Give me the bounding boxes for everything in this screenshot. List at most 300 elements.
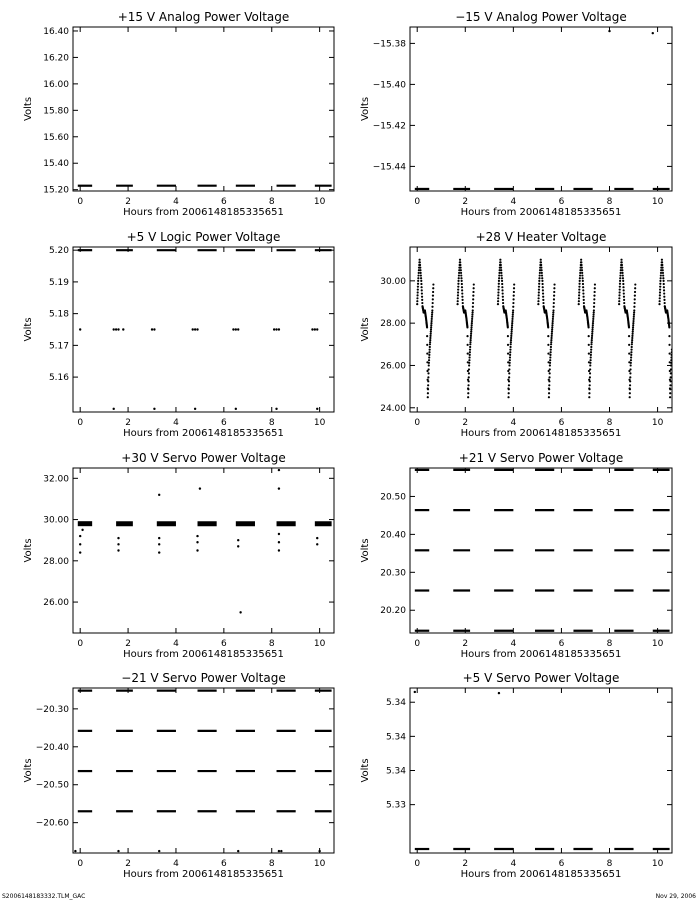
chart-panel-7 <box>23 671 334 880</box>
y-tick-label: 30.00 <box>380 276 406 287</box>
data-point <box>623 292 625 294</box>
chart-panel-6 <box>360 451 672 660</box>
data-point <box>622 283 624 285</box>
x-tick-label: 6 <box>220 418 227 428</box>
data-point <box>659 294 661 296</box>
data-point <box>469 346 471 348</box>
data-point <box>629 376 631 378</box>
data-point <box>633 311 635 313</box>
data-point <box>507 326 509 328</box>
data-point <box>668 344 670 346</box>
data-point <box>278 469 280 471</box>
data-point <box>669 392 671 394</box>
data-point <box>426 326 428 328</box>
data-point <box>663 283 665 285</box>
data-point <box>416 297 418 299</box>
x-tick-label: 4 <box>173 639 179 649</box>
y-tick-label: 5.16 <box>48 373 69 384</box>
data-point <box>589 384 591 386</box>
data-point <box>629 368 631 370</box>
data-point <box>507 352 509 354</box>
x-tick-label: 4 <box>173 418 179 428</box>
data-point <box>416 294 418 296</box>
data-point <box>579 277 581 279</box>
data-point <box>467 384 469 386</box>
chart-title: +15 V Analog Power Voltage <box>117 10 290 24</box>
data-point <box>79 328 81 330</box>
y-axis-label: Volts <box>360 96 371 122</box>
plot-area <box>415 470 670 631</box>
data-point <box>512 316 514 318</box>
data-point <box>578 297 580 299</box>
data-point <box>634 295 636 297</box>
data-point <box>548 376 550 378</box>
data-point <box>591 337 593 339</box>
data-point <box>618 300 620 302</box>
data-point <box>578 283 580 285</box>
data-point <box>432 283 434 285</box>
data-point <box>427 380 429 382</box>
data-point <box>457 283 459 285</box>
data-point <box>632 320 634 322</box>
data-point <box>79 551 81 553</box>
chart-title: +5 V Servo Power Voltage <box>462 671 620 685</box>
data-point <box>634 283 636 285</box>
data-point <box>538 280 540 282</box>
x-tick-label: 8 <box>268 418 275 428</box>
data-point <box>471 314 473 316</box>
data-point <box>662 272 664 274</box>
y-tick-label: −20.40 <box>35 742 69 753</box>
plot-frame <box>410 688 672 853</box>
data-point <box>498 277 500 279</box>
data-point <box>459 261 461 263</box>
x-tick-label: 2 <box>125 859 131 869</box>
y-tick-label: 20.40 <box>380 530 406 541</box>
data-point <box>582 277 584 279</box>
data-point <box>79 543 81 545</box>
data-point <box>593 306 595 308</box>
data-point <box>579 274 581 276</box>
data-point <box>552 314 554 316</box>
data-point <box>578 300 580 302</box>
data-point <box>592 326 594 328</box>
data-point <box>578 291 580 293</box>
y-tick-label: 16.20 <box>43 53 69 64</box>
data-point <box>619 288 621 290</box>
data-point <box>552 318 554 320</box>
data-point <box>583 302 585 304</box>
x-axis-label: Hours from 2006148185335651 <box>123 428 284 439</box>
data-point <box>590 351 592 353</box>
data-point <box>549 364 551 366</box>
data-point <box>428 354 430 356</box>
data-point <box>628 335 630 337</box>
data-point <box>417 291 419 293</box>
y-tick-label: 5.19 <box>48 277 69 288</box>
data-point <box>662 274 664 276</box>
x-axis-label: Hours from 2006148185335651 <box>460 649 622 660</box>
data-point <box>631 343 633 345</box>
data-point <box>511 324 513 326</box>
data-point <box>510 335 512 337</box>
data-point <box>499 261 501 263</box>
data-point <box>590 346 592 348</box>
data-point <box>594 283 596 285</box>
data-point <box>158 494 160 496</box>
data-point <box>470 328 472 330</box>
data-point <box>669 384 671 386</box>
data-point <box>470 331 472 333</box>
y-axis-label: Volts <box>23 96 34 122</box>
data-point <box>632 324 634 326</box>
data-point <box>427 396 429 398</box>
data-point <box>468 372 470 374</box>
data-point <box>498 286 500 288</box>
data-point <box>671 348 673 350</box>
data-point <box>589 368 591 370</box>
data-point <box>553 302 555 304</box>
y-tick-label: 26.00 <box>43 598 69 609</box>
y-axis-label: Volts <box>23 317 34 342</box>
data-point <box>428 351 430 353</box>
data-point <box>421 299 423 301</box>
data-point <box>498 272 500 274</box>
data-point <box>508 384 510 386</box>
x-tick-label: 6 <box>220 639 227 649</box>
data-point <box>512 306 514 308</box>
chart-panel-3 <box>23 230 334 439</box>
data-point <box>658 303 660 305</box>
data-point <box>421 292 423 294</box>
data-point <box>421 296 423 298</box>
data-point <box>419 259 421 261</box>
data-point <box>117 549 119 551</box>
data-point <box>419 261 421 263</box>
y-tick-label: 20.50 <box>380 492 406 503</box>
data-point <box>547 335 549 337</box>
data-point <box>542 292 544 294</box>
data-point <box>589 372 591 374</box>
data-point <box>458 272 460 274</box>
plot-area <box>416 259 673 399</box>
data-point <box>548 388 550 390</box>
data-point <box>629 392 631 394</box>
data-point <box>511 326 513 328</box>
data-point <box>196 549 198 551</box>
data-point <box>417 283 419 285</box>
x-tick-label: 10 <box>313 197 326 207</box>
x-tick-label: 4 <box>510 418 517 428</box>
data-point <box>542 302 544 304</box>
data-point <box>550 337 552 339</box>
data-point <box>547 352 549 354</box>
data-point <box>457 286 459 288</box>
data-point <box>594 287 596 289</box>
data-point <box>549 356 551 358</box>
data-point <box>623 299 625 301</box>
y-tick-label: 5.17 <box>48 341 69 352</box>
data-point <box>541 280 543 282</box>
data-point <box>311 328 313 330</box>
data-point <box>431 309 433 311</box>
data-point <box>158 543 160 545</box>
data-point <box>662 280 664 282</box>
data-point <box>513 291 515 293</box>
data-point <box>634 287 636 289</box>
data-point <box>467 392 469 394</box>
data-point <box>550 339 552 341</box>
data-point <box>469 351 471 353</box>
data-point <box>580 259 582 261</box>
data-point <box>468 359 470 361</box>
plot-area <box>74 691 331 853</box>
chart-title: +5 V Logic Power Voltage <box>126 230 281 244</box>
data-point <box>508 364 510 366</box>
data-point <box>429 339 431 341</box>
data-point <box>513 283 515 285</box>
data-point <box>660 272 662 274</box>
data-point <box>552 311 554 313</box>
data-point <box>550 346 552 348</box>
data-point <box>471 320 473 322</box>
data-point <box>427 392 429 394</box>
data-point <box>158 537 160 539</box>
x-axis-label: Hours from 2006148185335651 <box>460 428 622 439</box>
data-point <box>457 300 459 302</box>
data-point <box>538 283 540 285</box>
data-point <box>273 328 275 330</box>
data-point <box>426 344 428 346</box>
data-point <box>417 280 419 282</box>
data-point <box>115 328 117 330</box>
x-tick-label: 4 <box>510 859 517 869</box>
data-point <box>590 356 592 358</box>
data-point <box>593 311 595 313</box>
data-point <box>192 328 194 330</box>
data-point <box>470 337 472 339</box>
data-point <box>661 264 663 266</box>
data-point <box>421 302 423 304</box>
data-point <box>664 302 666 304</box>
data-point <box>581 267 583 269</box>
data-point <box>620 259 622 261</box>
y-tick-label: 5.34 <box>385 732 406 743</box>
data-point <box>633 318 635 320</box>
data-point <box>430 331 432 333</box>
data-point <box>550 343 552 345</box>
data-point <box>421 289 423 291</box>
plot-frame <box>73 27 334 191</box>
data-point <box>461 289 463 291</box>
x-axis-label: Hours from 2006148185335651 <box>460 869 622 880</box>
data-point <box>588 392 590 394</box>
data-point <box>589 380 591 382</box>
data-point <box>578 294 580 296</box>
data-point <box>467 352 469 354</box>
data-point <box>590 343 592 345</box>
data-point <box>278 850 280 852</box>
data-point <box>469 354 471 356</box>
data-point <box>428 368 430 370</box>
data-point <box>630 354 632 356</box>
data-point <box>582 289 584 291</box>
data-point <box>549 359 551 361</box>
data-point <box>432 298 434 300</box>
data-point <box>670 362 672 364</box>
data-point <box>429 341 431 343</box>
data-point <box>194 408 196 410</box>
data-point <box>417 277 419 279</box>
data-point <box>659 280 661 282</box>
data-point <box>512 314 514 316</box>
data-point <box>237 539 239 541</box>
x-tick-label: 4 <box>173 197 179 207</box>
data-point <box>591 335 593 337</box>
data-point <box>509 362 511 364</box>
data-point <box>549 362 551 364</box>
y-tick-label: 15.60 <box>43 132 69 143</box>
data-point <box>461 292 463 294</box>
data-point <box>429 335 431 337</box>
data-point <box>551 326 553 328</box>
data-point <box>580 261 582 263</box>
data-point <box>468 364 470 366</box>
x-tick-label: 10 <box>651 639 664 649</box>
data-point <box>420 274 422 276</box>
data-point <box>74 850 76 852</box>
data-point <box>632 333 634 335</box>
data-point <box>619 274 621 276</box>
data-point <box>542 286 544 288</box>
y-tick-label: 5.34 <box>385 766 406 777</box>
y-tick-label: −20.60 <box>35 818 69 829</box>
data-point <box>508 388 510 390</box>
data-point <box>630 359 632 361</box>
data-point <box>508 372 510 374</box>
chart-panel-5 <box>23 451 334 660</box>
data-point <box>510 341 512 343</box>
data-point <box>471 311 473 313</box>
data-point <box>663 292 665 294</box>
data-point <box>468 376 470 378</box>
data-point <box>587 326 589 328</box>
data-point <box>588 396 590 398</box>
data-point <box>457 291 459 293</box>
y-tick-label: −20.50 <box>35 780 69 791</box>
data-point <box>510 343 512 345</box>
data-point <box>661 259 663 261</box>
data-point <box>538 286 540 288</box>
data-point <box>548 380 550 382</box>
x-tick-label: 10 <box>313 859 326 869</box>
data-point <box>550 348 552 350</box>
data-point <box>498 280 500 282</box>
x-tick-label: 8 <box>268 197 275 207</box>
data-point <box>497 303 499 305</box>
data-point <box>622 277 624 279</box>
data-point <box>537 297 539 299</box>
data-point <box>469 341 471 343</box>
data-point <box>592 322 594 324</box>
data-point <box>509 354 511 356</box>
data-point <box>669 352 671 354</box>
data-point <box>552 320 554 322</box>
chart-panel-1 <box>23 10 334 218</box>
data-point <box>631 341 633 343</box>
data-point <box>583 299 585 301</box>
data-point <box>507 335 509 337</box>
data-point <box>158 850 160 852</box>
data-point <box>428 364 430 366</box>
y-tick-label: −15.38 <box>372 39 406 50</box>
data-point <box>153 408 155 410</box>
data-point <box>670 376 672 378</box>
data-point <box>318 850 320 852</box>
data-point <box>502 296 504 298</box>
data-point <box>632 331 634 333</box>
data-point <box>113 408 115 410</box>
data-point <box>659 297 661 299</box>
data-point <box>618 294 620 296</box>
data-point <box>460 272 462 274</box>
data-point <box>416 303 418 305</box>
data-point <box>470 339 472 341</box>
data-point <box>420 277 422 279</box>
data-point <box>621 261 623 263</box>
data-point <box>316 537 318 539</box>
data-point <box>430 326 432 328</box>
plot-frame <box>73 247 334 412</box>
data-point <box>553 291 555 293</box>
data-point <box>467 388 469 390</box>
y-tick-label: 32.00 <box>43 474 69 485</box>
data-point <box>510 333 512 335</box>
data-point <box>662 277 664 279</box>
data-point <box>462 302 464 304</box>
data-point <box>473 287 475 289</box>
data-point <box>469 343 471 345</box>
data-point <box>513 287 515 289</box>
data-point <box>497 294 499 296</box>
y-tick-label: 20.20 <box>380 606 406 617</box>
x-tick-label: 10 <box>651 197 664 207</box>
plot-area <box>415 30 670 189</box>
x-tick-label: 6 <box>558 639 565 649</box>
data-point <box>589 362 591 364</box>
data-point <box>541 272 543 274</box>
x-tick-label: 8 <box>268 639 275 649</box>
data-point <box>429 337 431 339</box>
data-point <box>629 388 631 390</box>
data-point <box>538 294 540 296</box>
data-point <box>592 316 594 318</box>
y-tick-label: −15.44 <box>372 162 406 173</box>
x-tick-label: 10 <box>651 859 664 869</box>
data-point <box>117 543 119 545</box>
data-point <box>431 316 433 318</box>
y-tick-label: −20.30 <box>35 704 69 715</box>
data-point <box>431 320 433 322</box>
data-point <box>669 380 671 382</box>
x-axis-label: Hours from 2006148185335651 <box>123 869 284 880</box>
data-point <box>579 280 581 282</box>
data-point <box>316 543 318 545</box>
data-point <box>237 545 239 547</box>
data-point <box>458 274 460 276</box>
data-point <box>472 291 474 293</box>
data-point <box>511 322 513 324</box>
